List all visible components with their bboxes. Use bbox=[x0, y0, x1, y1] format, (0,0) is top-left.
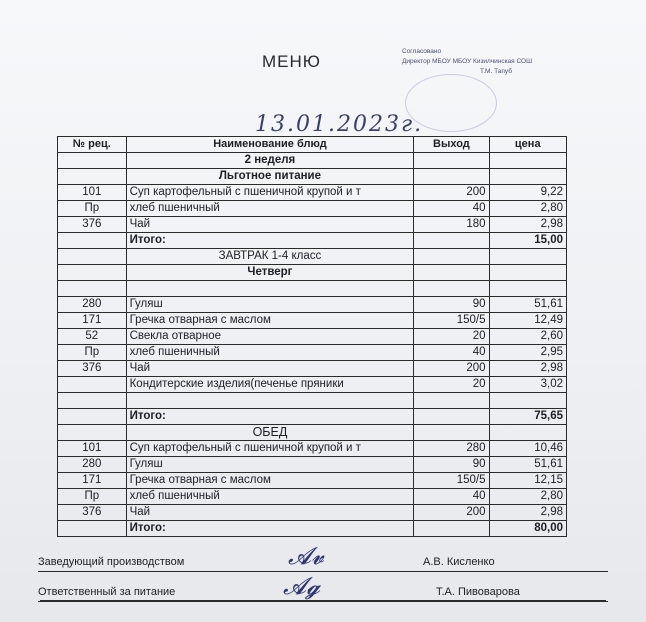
dish-price: 9,22 bbox=[489, 185, 566, 201]
price-cell bbox=[489, 249, 566, 265]
table-row bbox=[58, 377, 567, 393]
section-row-lunch bbox=[58, 425, 567, 441]
dish-price: 2,98 bbox=[489, 217, 566, 233]
output-cell bbox=[414, 409, 489, 425]
table-row bbox=[58, 345, 567, 361]
output-cell bbox=[414, 233, 489, 249]
dish-price: 10,46 bbox=[489, 441, 566, 457]
signature-name: Т.А. Пивоварова bbox=[436, 586, 520, 598]
recipe-cell bbox=[58, 249, 127, 265]
recipe-cell bbox=[58, 265, 127, 281]
output-cell bbox=[414, 249, 489, 265]
dish-output: 20 bbox=[414, 329, 489, 345]
menu-table-body bbox=[58, 153, 567, 537]
signature-row-nutrition bbox=[38, 572, 608, 608]
table-row bbox=[58, 201, 567, 217]
dish-price: 2,60 bbox=[489, 329, 566, 345]
signature-label: Ответственный за питание bbox=[38, 586, 176, 598]
dish-name: хлеб пшеничный bbox=[126, 489, 414, 505]
dish-name: Кондитерские изделия(печенье пряники bbox=[126, 377, 414, 393]
week-label-row bbox=[58, 153, 567, 169]
handwritten-date: 13.01.2023г. bbox=[255, 112, 424, 137]
output-cell bbox=[414, 521, 489, 537]
dish-output: 180 bbox=[414, 217, 489, 233]
total-label: Итого: bbox=[126, 233, 414, 249]
dish-output: 90 bbox=[414, 297, 489, 313]
dish-name: Гречка отварная с маслом bbox=[126, 473, 414, 489]
empty-cell bbox=[489, 281, 566, 297]
price-cell bbox=[489, 169, 566, 185]
dish-output: 150/5 bbox=[414, 473, 489, 489]
dish-name: Гуляш bbox=[126, 457, 414, 473]
table-row bbox=[58, 505, 567, 521]
dish-output: 40 bbox=[414, 201, 489, 217]
table-row bbox=[58, 473, 567, 489]
table-row bbox=[58, 489, 567, 505]
recipe-cell bbox=[58, 153, 127, 169]
total-value: 80,00 bbox=[489, 521, 566, 537]
dish-name: хлеб пшеничный bbox=[126, 201, 414, 217]
signature-name: А.В. Кисленко bbox=[423, 556, 495, 568]
total-row bbox=[58, 409, 567, 425]
approval-stamp bbox=[400, 48, 610, 118]
bottom-rule bbox=[40, 600, 606, 601]
section-label: ОБЕД bbox=[126, 425, 414, 441]
column-header-recipe: № рец. bbox=[58, 137, 127, 153]
dish-price: 2,98 bbox=[489, 361, 566, 377]
recipe-number: 376 bbox=[58, 361, 127, 377]
signature-section bbox=[38, 542, 608, 608]
signature-icon: 𝓐𝓿 bbox=[288, 542, 325, 570]
day-label-row bbox=[58, 265, 567, 281]
empty-cell bbox=[58, 393, 127, 409]
dish-name: хлеб пшеничный bbox=[126, 345, 414, 361]
total-value: 75,65 bbox=[489, 409, 566, 425]
empty-cell bbox=[126, 393, 414, 409]
recipe-cell bbox=[58, 409, 127, 425]
dish-output: 150/5 bbox=[414, 313, 489, 329]
total-label: Итого: bbox=[126, 409, 414, 425]
empty-row bbox=[58, 281, 567, 297]
section-label: Льготное питание bbox=[126, 169, 414, 185]
dish-output: 40 bbox=[414, 489, 489, 505]
recipe-cell bbox=[58, 169, 127, 185]
menu-table bbox=[57, 136, 567, 537]
price-cell bbox=[489, 153, 566, 169]
column-header-price: цена bbox=[489, 137, 566, 153]
dish-name: Суп картофельный с пшеничной крупой и т bbox=[126, 441, 414, 457]
recipe-number: 376 bbox=[58, 217, 127, 233]
dish-output: 40 bbox=[414, 345, 489, 361]
table-row bbox=[58, 297, 567, 313]
recipe-number: 101 bbox=[58, 441, 127, 457]
recipe-number bbox=[58, 377, 127, 393]
dish-price: 12,49 bbox=[489, 313, 566, 329]
table-row bbox=[58, 441, 567, 457]
dish-output: 200 bbox=[414, 185, 489, 201]
total-value: 15,00 bbox=[489, 233, 566, 249]
recipe-number: 52 bbox=[58, 329, 127, 345]
section-label: 2 неделя bbox=[126, 153, 414, 169]
recipe-number: 171 bbox=[58, 313, 127, 329]
recipe-cell bbox=[58, 233, 127, 249]
section-row-lgot bbox=[58, 169, 567, 185]
dish-price: 2,98 bbox=[489, 505, 566, 521]
stamp-line-approved: Согласовано bbox=[402, 48, 442, 55]
recipe-cell bbox=[58, 425, 127, 441]
recipe-number: 280 bbox=[58, 297, 127, 313]
dish-name: Свекла отварное bbox=[126, 329, 414, 345]
column-header-output: Выход bbox=[414, 137, 489, 153]
table-row bbox=[58, 329, 567, 345]
total-row bbox=[58, 233, 567, 249]
signature-row-production bbox=[38, 542, 608, 578]
output-cell bbox=[414, 425, 489, 441]
empty-cell bbox=[414, 393, 489, 409]
dish-price: 3,02 bbox=[489, 377, 566, 393]
signature-line bbox=[38, 601, 608, 602]
dish-output: 90 bbox=[414, 457, 489, 473]
dish-price: 51,61 bbox=[489, 457, 566, 473]
recipe-number: Пр bbox=[58, 345, 127, 361]
dish-name: Чай bbox=[126, 217, 414, 233]
empty-cell bbox=[489, 393, 566, 409]
dish-output: 200 bbox=[414, 361, 489, 377]
output-cell bbox=[414, 169, 489, 185]
dish-price: 2,80 bbox=[489, 201, 566, 217]
dish-name: Чай bbox=[126, 505, 414, 521]
table-row bbox=[58, 185, 567, 201]
total-label: Итого: bbox=[126, 521, 414, 537]
empty-cell bbox=[126, 281, 414, 297]
signature-line bbox=[38, 571, 608, 572]
dish-name: Чай bbox=[126, 361, 414, 377]
empty-cell bbox=[58, 281, 127, 297]
recipe-number: 280 bbox=[58, 457, 127, 473]
table-row bbox=[58, 361, 567, 377]
dish-name: Суп картофельный с пшеничной крупой и т bbox=[126, 185, 414, 201]
section-row-breakfast bbox=[58, 249, 567, 265]
document-title: МЕНЮ bbox=[262, 52, 321, 71]
price-cell bbox=[489, 425, 566, 441]
dish-price: 2,80 bbox=[489, 489, 566, 505]
total-row bbox=[58, 521, 567, 537]
dish-output: 280 bbox=[414, 441, 489, 457]
dish-price: 51,61 bbox=[489, 297, 566, 313]
signature-icon: 𝓐𝓰 bbox=[283, 572, 321, 600]
dish-price: 2,95 bbox=[489, 345, 566, 361]
empty-cell bbox=[414, 281, 489, 297]
recipe-cell bbox=[58, 521, 127, 537]
empty-row bbox=[58, 393, 567, 409]
stamp-line-name: Т.М. Тапуб bbox=[480, 68, 512, 75]
dish-price: 12,15 bbox=[489, 473, 566, 489]
table-row bbox=[58, 457, 567, 473]
price-cell bbox=[489, 265, 566, 281]
dish-name: Гречка отварная с маслом bbox=[126, 313, 414, 329]
dish-name: Гуляш bbox=[126, 297, 414, 313]
stamp-line-director: Директор МБОУ МБОУ Кизилчинская СОШ bbox=[402, 58, 533, 65]
dish-output: 200 bbox=[414, 505, 489, 521]
section-label: ЗАВТРАК 1-4 класс bbox=[126, 249, 414, 265]
output-cell bbox=[414, 153, 489, 169]
column-header-dish: Наименование блюд bbox=[126, 137, 414, 153]
table-row bbox=[58, 217, 567, 233]
recipe-number: 376 bbox=[58, 505, 127, 521]
table-header-row bbox=[58, 137, 567, 153]
recipe-number: 171 bbox=[58, 473, 127, 489]
recipe-number: 101 bbox=[58, 185, 127, 201]
recipe-number: Пр bbox=[58, 489, 127, 505]
output-cell bbox=[414, 265, 489, 281]
table-row bbox=[58, 313, 567, 329]
recipe-number: Пр bbox=[58, 201, 127, 217]
dish-output: 20 bbox=[414, 377, 489, 393]
section-label: Четверг bbox=[126, 265, 414, 281]
signature-label: Заведующий производством bbox=[38, 556, 185, 568]
